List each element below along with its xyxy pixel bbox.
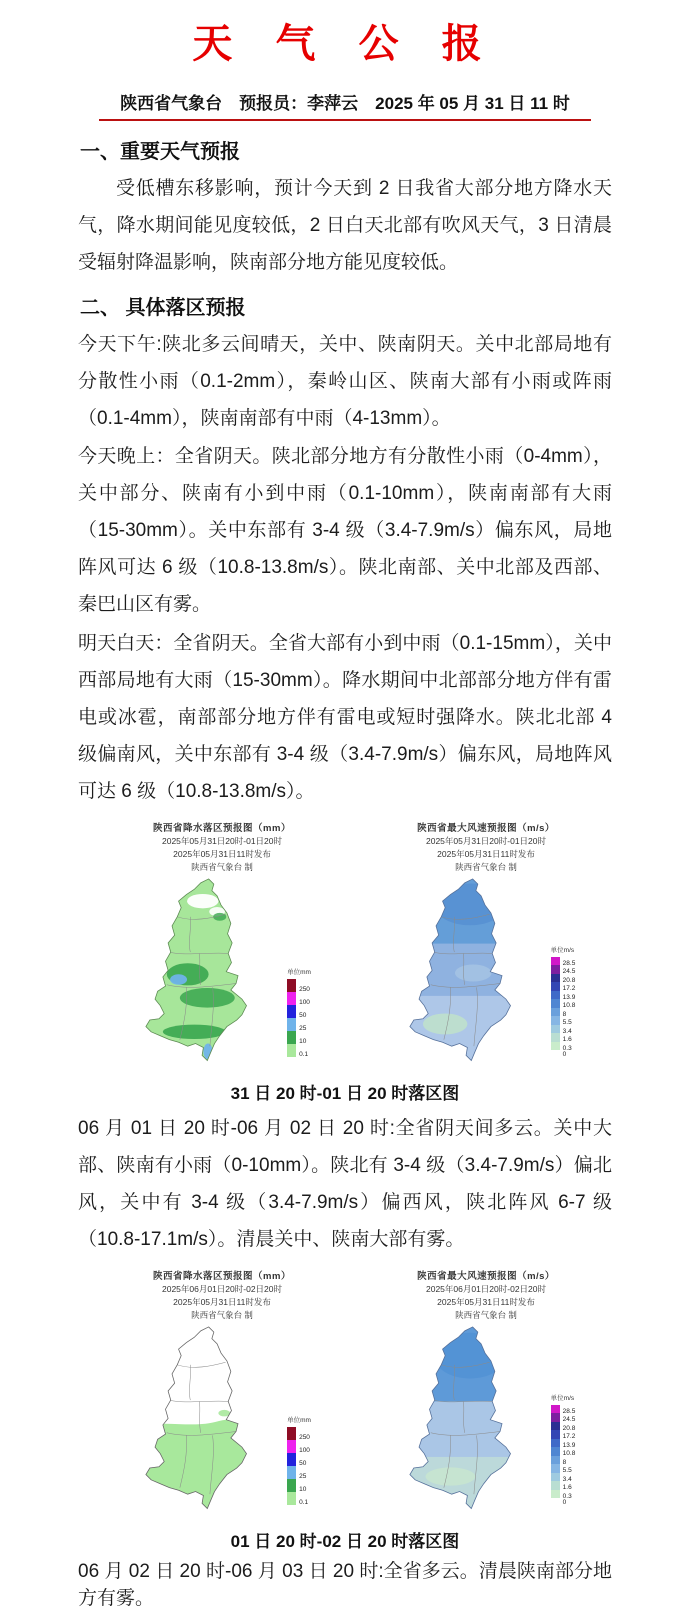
- legend-color-swatch: [551, 1456, 560, 1465]
- section1-heading: 一、重要天气预报: [80, 141, 240, 163]
- forecast-day2: 06 月 01 日 20 时-06 月 02 日 20 时:全省阴天间多云。关中大部、陕南有小雨（0-10mm）。陕北有 3-4 级（3.4-7.9m/s）偏北风，关中有 3-4 级（3.4-7.9m/s）偏西风，陕北阵风 6-7 级（10.8-17.1m/s）。清晨关中、陕南大部有雾。: [78, 1117, 612, 1250]
- map-issue-time: 2025年05月31日11时发布: [173, 848, 271, 859]
- legend-entry: 0: [562, 1499, 567, 1507]
- legend-value-label: 1.6: [562, 1484, 572, 1492]
- legend-color-swatch: [551, 1422, 560, 1431]
- legend-value-label: 13.9: [562, 1441, 576, 1449]
- legend-unit-label: 单位m/s: [550, 947, 575, 955]
- map-wind-day1-titles: [357, 820, 615, 873]
- legend-value-label: 20.8: [562, 976, 576, 984]
- map-row-2-caption: 01 日 20 时-02 日 20 时落区图: [230, 1531, 460, 1551]
- legend-unit-label: 单位mm: [287, 969, 311, 977]
- wind-legend: [551, 948, 576, 1057]
- legend-color-swatch: [287, 1492, 296, 1505]
- map-issue-time: 2025年05月31日11时发布: [173, 1296, 271, 1307]
- map-precip-day1: [93, 820, 351, 1071]
- legend-color-swatch: [287, 992, 296, 1005]
- legend-value-label: 28.5: [562, 959, 576, 967]
- legend-color-swatch: [287, 1479, 296, 1492]
- legend-unit-label: 单位mm: [287, 1417, 311, 1425]
- bulletin-content: [78, 135, 612, 810]
- legend-color-swatch: [551, 1447, 560, 1456]
- map-row-1-caption: 31 日 20 时-01 日 20 时落区图: [230, 1083, 460, 1103]
- map-valid-period: 2025年06月01日20时-02日20时: [161, 1283, 282, 1294]
- legend-value-label: 0.1: [299, 1051, 309, 1059]
- shaanxi-wind-map-day1: [397, 875, 543, 1071]
- map-title: 陕西省降水落区预报图（mm）: [153, 822, 291, 834]
- legend-value-label: 8: [562, 1458, 567, 1466]
- legend-color-swatch: [551, 1413, 560, 1422]
- legend-value-label: 20.8: [562, 1424, 576, 1432]
- legend-value-label: 8: [562, 1010, 567, 1018]
- legend-color-swatch: [287, 1044, 296, 1057]
- map-valid-period: 2025年05月31日20时-01日20时: [161, 835, 282, 846]
- legend-entry: [551, 1405, 576, 1414]
- legend-value-label: 100: [299, 1447, 310, 1455]
- map-issue-time: 2025年05月31日11时发布: [437, 848, 535, 859]
- map-precip-day2: [93, 1268, 351, 1519]
- legend-color-swatch: [551, 999, 560, 1008]
- legend-value-label: 250: [299, 1434, 310, 1442]
- legend-color-swatch: [551, 1025, 560, 1034]
- map-issuer: 陕西省气象台 制: [455, 1309, 517, 1320]
- legend-value-label: 25: [299, 1473, 307, 1481]
- legend-color-swatch: [287, 1031, 296, 1044]
- section1-paragraph: 受低槽东移影响，预计今天到 2 日我省大部分地方降水天气，降水期间能见度较低，2 日白天北部有吹风天气，3 日清晨受辐射降温影响，陕南部分地方能见度较低。: [78, 178, 612, 274]
- legend-color-swatch: [551, 1430, 560, 1439]
- legend-value-label: 5.5: [562, 1467, 572, 1475]
- precip-legend: [287, 970, 311, 1057]
- map-valid-period: 2025年06月01日20时-02日20时: [425, 1283, 546, 1294]
- legend-color-swatch: [551, 1405, 560, 1414]
- page-title: 天 气 公 报: [192, 22, 498, 66]
- legend-value-label: 0.3: [562, 1492, 572, 1500]
- map-precip-day1-titles: [93, 820, 351, 873]
- legend-color-swatch: [287, 1453, 296, 1466]
- legend-unit-label: 单位m/s: [550, 1395, 575, 1403]
- legend-entry: [551, 957, 576, 966]
- bulletin-header: [0, 89, 690, 121]
- map-issue-time: 2025年05月31日11时发布: [437, 1296, 535, 1307]
- map-wind-day1: [357, 820, 615, 1071]
- legend-value-label: 1.6: [562, 1036, 572, 1044]
- legend-color-swatch: [551, 1033, 560, 1042]
- legend-color-swatch: [551, 991, 560, 1000]
- legend-entry: 0: [562, 1051, 567, 1059]
- map-valid-period: 2025年05月31日20时-01日20时: [425, 835, 546, 846]
- legend-value-label: 10.8: [562, 1450, 576, 1458]
- legend-value-label: 28.5: [562, 1407, 576, 1415]
- legend-color-swatch: [551, 1042, 560, 1051]
- legend-color-swatch: [287, 1005, 296, 1018]
- legend-color-swatch: [551, 957, 560, 966]
- legend-color-swatch: [287, 1427, 296, 1440]
- legend-value-label: 24.5: [562, 968, 576, 976]
- wind-legend: [551, 1396, 576, 1505]
- map-issuer: 陕西省气象台 制: [191, 1309, 253, 1320]
- legend-value-label: 3.4: [562, 1475, 572, 1483]
- legend-value-label: 250: [299, 986, 310, 994]
- map-issuer: 陕西省气象台 制: [191, 861, 253, 872]
- map-title: 陕西省降水落区预报图（mm）: [153, 1270, 291, 1282]
- legend-value-label: 25: [299, 1025, 307, 1033]
- legend-color-swatch: [551, 1016, 560, 1025]
- section2-heading: 二、 具体落区预报: [80, 297, 246, 320]
- legend-color-swatch: [551, 1008, 560, 1017]
- map-row-1: [18, 820, 690, 1071]
- legend-color-swatch: [551, 1473, 560, 1482]
- legend-value-label: 17.2: [562, 985, 576, 993]
- shaanxi-wind-map-day2: [397, 1323, 543, 1519]
- forecast-tomorrow-day: 明天白天：全省阴天。全省大部有小到中雨（0.1-15mm），关中西部局地有大雨（15-30mm）。降水期间中北部部分地方伴有雷电或冰雹，南部部分地方伴有雷电或短时强降水。陕北北部 4 级偏南风，关中东部有 3-4 级（3.4-7.9m/s）偏东风，局地阵风可达 6 级（10.8-13.8m/s）。: [78, 632, 612, 802]
- legend-color-swatch: [551, 1439, 560, 1448]
- legend-color-swatch: [551, 1490, 560, 1499]
- legend-color-swatch: [287, 1440, 296, 1453]
- forecast-this-afternoon: 今天下午:陕北多云间晴天，关中、陕南阴天。关中北部局地有分散性小雨（0.1-2mm），秦岭山区、陕南大部有小雨或阵雨（0.1-4mm），陕南南部有中雨（4-13mm）。: [78, 334, 612, 430]
- map-title: 陕西省最大风速预报图（m/s）: [417, 1270, 555, 1282]
- legend-value-label: 10.8: [562, 1002, 576, 1010]
- legend-value-label: 24.5: [562, 1416, 576, 1424]
- legend-value-label: 0.3: [562, 1044, 572, 1052]
- legend-value-label: 3.4: [562, 1027, 572, 1035]
- forecast-tonight: 今天晚上：全省阴天。陕北部分地方有分散性小雨（0-4mm），关中部分、陕南有小到中雨（0.1-10mm），陕南南部有大雨（15-30mm）。关中东部有 3-4 级（3.4-7.9m/s）偏东风，局地阵风可达 6 级（10.8-13.8m/s）。陕北南部、关中北部及西部、秦巴山区有雾。: [78, 446, 612, 616]
- map-wind-day2: [357, 1268, 615, 1519]
- legend-value-label: 100: [299, 999, 310, 1007]
- legend-color-swatch: [551, 1464, 560, 1473]
- legend-entry: [287, 1427, 311, 1440]
- legend-color-swatch: [287, 1018, 296, 1031]
- map-issuer: 陕西省气象台 制: [455, 861, 517, 872]
- precip-legend: [287, 1418, 311, 1505]
- legend-color-swatch: [551, 974, 560, 983]
- legend-color-swatch: [287, 1466, 296, 1479]
- legend-value-label: 10: [299, 1038, 307, 1046]
- shaanxi-precip-map-day2: [133, 1323, 279, 1519]
- legend-value-label: 17.2: [562, 1433, 576, 1441]
- forecast-day3: 06 月 02 日 20 时-06 月 03 日 20 时:全省多云。清晨陕南部分地方有雾。: [78, 1560, 612, 1610]
- map-wind-day2-titles: [357, 1268, 615, 1321]
- legend-value-label: 5.5: [562, 1019, 572, 1027]
- legend-value-label: 50: [299, 1012, 307, 1020]
- legend-value-label: 50: [299, 1460, 307, 1468]
- legend-entry: [287, 979, 311, 992]
- shaanxi-precip-map-day1: [133, 875, 279, 1071]
- legend-color-swatch: [287, 979, 296, 992]
- legend-value-label: 0.1: [299, 1499, 309, 1507]
- legend-value-label: 13.9: [562, 993, 576, 1001]
- legend-color-swatch: [551, 982, 560, 991]
- map-title: 陕西省最大风速预报图（m/s）: [417, 822, 555, 834]
- legend-value-label: 10: [299, 1486, 307, 1494]
- legend-color-swatch: [551, 965, 560, 974]
- legend-color-swatch: [551, 1481, 560, 1490]
- bulletin-header-text: 陕西省气象台 预报员：李萍云 2025 年 05 月 31 日 11 时: [99, 89, 591, 121]
- map-precip-day2-titles: [93, 1268, 351, 1321]
- map-row-2: [18, 1268, 690, 1519]
